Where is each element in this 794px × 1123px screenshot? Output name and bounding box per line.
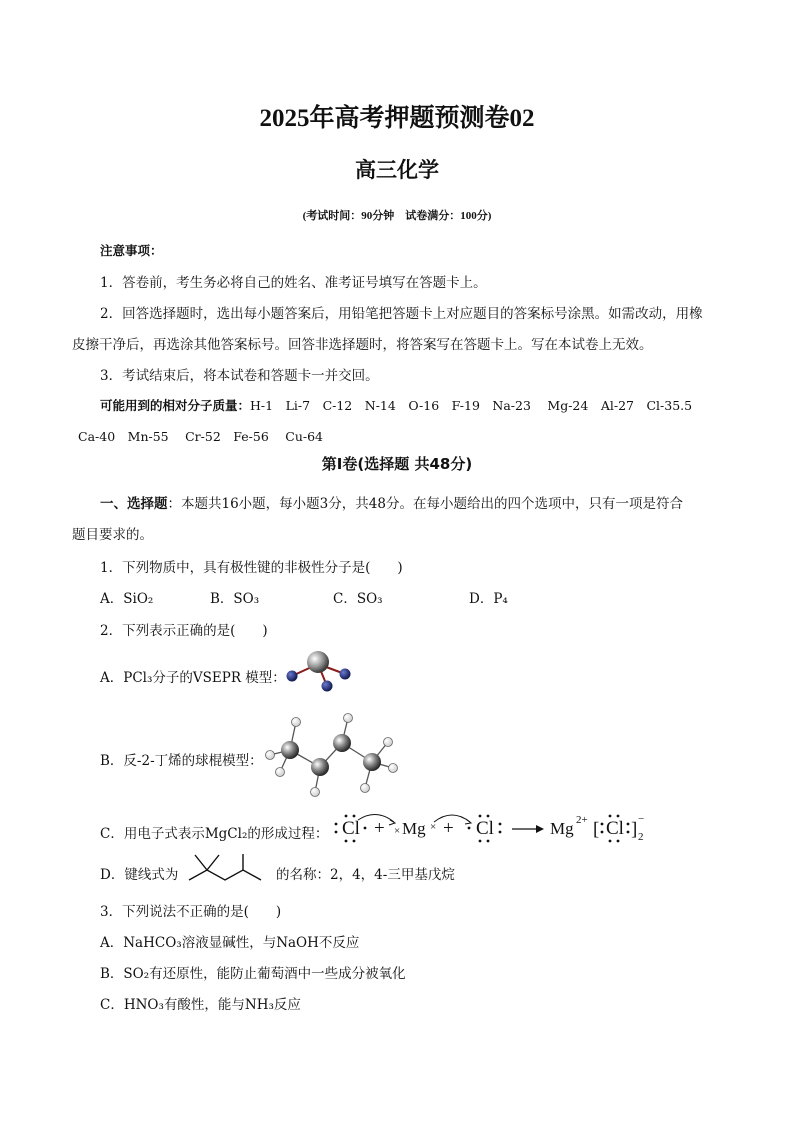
svg-text:Mg: Mg	[402, 819, 426, 838]
q1-option-d: D．P₄	[469, 591, 508, 607]
section-intro-line-2: 题目要求的。	[72, 527, 153, 543]
q3-option-b: B．SO₂有还原性，能防止葡萄酒中一些成分被氧化	[100, 966, 406, 982]
svg-text:Cl: Cl	[606, 818, 624, 839]
svg-text:+: +	[443, 818, 454, 839]
skeletal-formula	[185, 852, 273, 888]
q3-option-a: A．NaHCO₃溶液显碱性，与NaOH不反应	[100, 935, 360, 951]
svg-text:−: −	[638, 813, 645, 825]
section-intro-line-1	[100, 492, 683, 512]
section-intro-text: ：本题共16小题，每小题3分，共48分。在每小题给出的四个选项中，只有一项是符合	[167, 496, 683, 512]
q2-option-d-suffix: 的名称：2，4，4-三甲基戊烷	[276, 867, 455, 883]
section-title: 第Ⅰ卷(选择题 共48分)	[321, 455, 473, 473]
atomic-mass-values-1: H-1 Li-7 C-12 N-14 O-16 F-19 Na-23 Mg-24 Al-27 Cl-35.5	[250, 398, 693, 413]
chlorine-atom	[287, 671, 298, 682]
exam-title: 2025年高考押题预测卷02	[259, 105, 535, 132]
notice-item-2-line-1: 2．回答选择题时，选出每小题答案后，用铅笔把答题卡上对应题目的答案标号涂黑。如需改动，用橡	[100, 306, 703, 322]
chlorine-atom	[340, 669, 351, 680]
svg-text:×: ×	[394, 825, 401, 837]
exam-subject: 高三化学	[355, 158, 439, 182]
svg-text:]: ]	[631, 819, 638, 840]
notice-heading: 注意事项：	[100, 243, 163, 258]
svg-text:+: +	[374, 818, 385, 839]
phosphorus-atom	[307, 651, 329, 673]
notice-item-3: 3．考试结束后，将本试卷和答题卡一并交回。	[100, 368, 379, 384]
svg-text:2+: 2+	[576, 814, 588, 826]
q2-stem: 2．下列表示正确的是( )	[100, 623, 268, 639]
chlorine-atom	[322, 681, 333, 692]
pcl3-vsepr-model	[280, 648, 360, 694]
q1-stem: 1．下列物质中，具有极性键的非极性分子是( )	[100, 560, 403, 576]
trans-2-butene-ball-stick-model	[260, 710, 410, 800]
svg-text:×: ×	[430, 821, 437, 833]
q2-option-a: A．PCl₃分子的VSEPR 模型：	[100, 670, 286, 686]
svg-text:Cl: Cl	[476, 818, 494, 839]
svg-text:Mg: Mg	[550, 819, 574, 838]
q3-stem: 3．下列说法不正确的是( )	[100, 904, 282, 920]
atomic-mass-label: 可能用到的相对分子质量：	[100, 398, 251, 413]
section-intro-label: 一、选择题	[100, 496, 168, 512]
q3-option-c: C．HNO₃有酸性，能与NH₃反应	[100, 997, 301, 1013]
atomic-mass-line-2: Ca-40 Mn-55 Cr-52 Fe-56 Cu-64	[78, 429, 324, 444]
notice-item-1: 1．答卷前，考生务必将自己的姓名、准考证号填写在答题卡上。	[100, 275, 487, 291]
atomic-mass-line-1	[100, 396, 692, 414]
q2-option-b: B．反-2-丁烯的球棍模型：	[100, 753, 263, 769]
q2-option-c: C．用电子式表示MgCl₂的形成过程：	[100, 826, 329, 842]
svg-text:[: [	[593, 819, 600, 840]
q1-option-c: C．SO₃	[333, 591, 383, 607]
mgcl2-electron-dot-formation	[330, 808, 650, 848]
q2-option-d-prefix: D．键线式为	[100, 867, 179, 883]
svg-text:Cl: Cl	[342, 818, 360, 839]
exam-info: (考试时间：90分钟 试卷满分：100分)	[302, 210, 492, 222]
notice-item-2-line-2: 皮擦干净后，再选涂其他答案标号。回答非选择题时，将答案写在答题卡上。写在本试卷上无效。	[72, 337, 653, 353]
q1-option-b: B．SO₃	[210, 591, 260, 607]
q1-option-a: A．SiO₂	[100, 591, 154, 607]
svg-text:2: 2	[638, 831, 644, 843]
